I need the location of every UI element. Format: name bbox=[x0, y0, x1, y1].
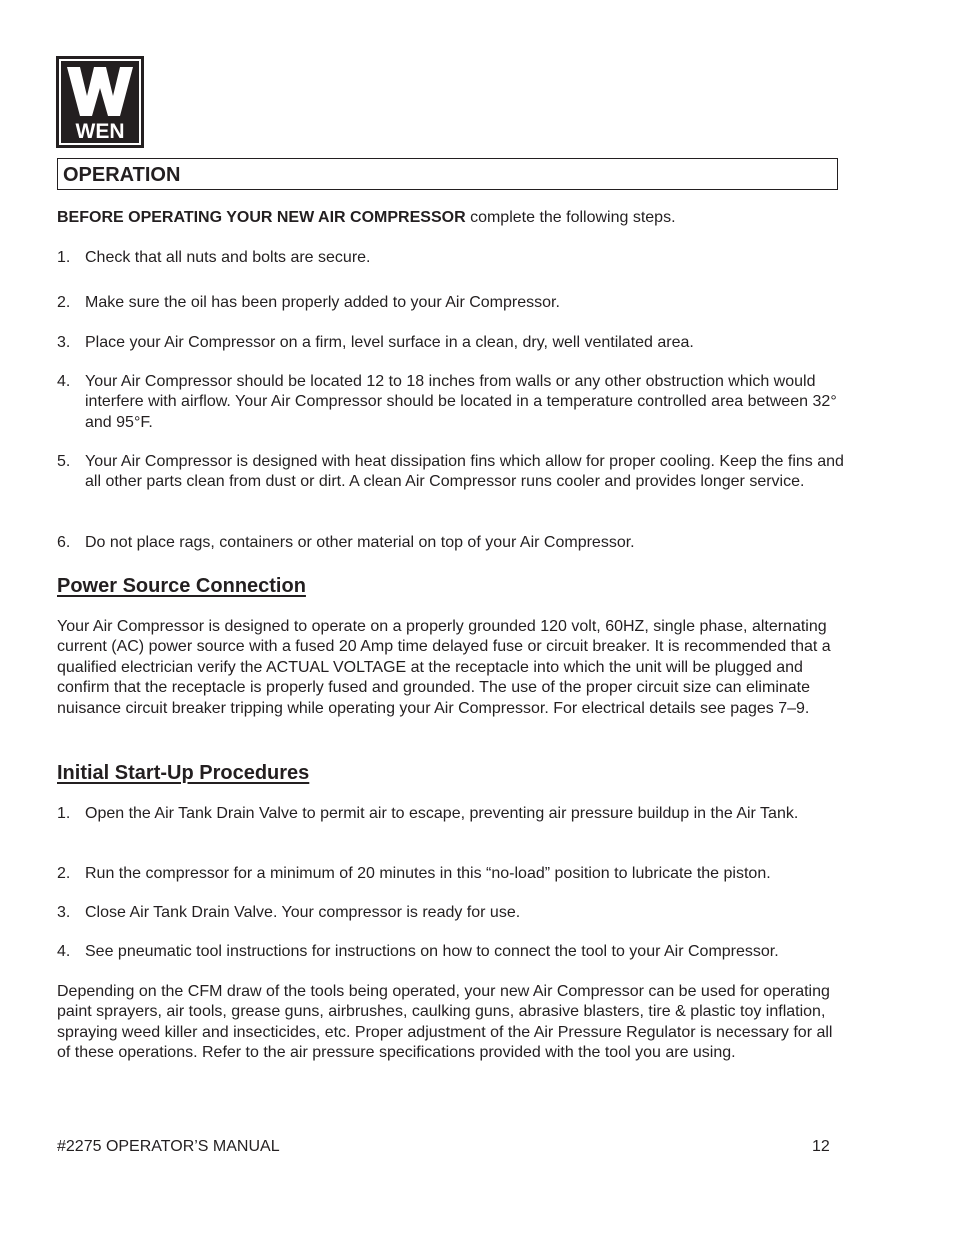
list-item bbox=[57, 804, 847, 824]
list-item bbox=[57, 903, 847, 923]
section-title: OPERATION bbox=[63, 164, 181, 186]
list-item bbox=[57, 372, 847, 433]
list-text: Open the Air Tank Drain Valve to permit air to escape, preventing air pressure buildup in the Air Tank. bbox=[85, 805, 799, 822]
power-paragraph: Your Air Compressor is designed to operate on a properly grounded 120 volt, 60HZ, single phase, alternating current (AC) power source with a fused 20 Amp time delayed fuse or circuit breaker. It is recommended that a qualified electrician verify the ACTUAL VOLTAGE at the receptacle into which the unit will be plugged and confirm that the receptacle is properly fused and grounded. The use of the proper circuit size can eliminate nuisance circuit breaker tripping while operating your Air Compressor. For electrical details see pages 7–9. bbox=[57, 618, 831, 717]
list-text: Place your Air Compressor on a firm, level surface in a clean, dry, well ventilated area. bbox=[85, 334, 694, 351]
list-text: Close Air Tank Drain Valve. Your compressor is ready for use. bbox=[85, 904, 521, 921]
list-number: 2. bbox=[57, 865, 71, 882]
page-number: 12 bbox=[812, 1138, 830, 1155]
list-item bbox=[57, 942, 847, 962]
list-item bbox=[57, 293, 847, 313]
list-number: 5. bbox=[57, 453, 71, 470]
list-item bbox=[57, 333, 847, 353]
section-header bbox=[57, 158, 838, 190]
list-number: 6. bbox=[57, 534, 71, 551]
logo-text: WEN bbox=[75, 120, 125, 143]
power-heading: Power Source Connection bbox=[57, 575, 306, 597]
list-text: See pneumatic tool instructions for instructions on how to connect the tool to your Air Compressor. bbox=[85, 943, 779, 960]
list-item bbox=[57, 533, 847, 553]
intro-line bbox=[57, 208, 676, 228]
list-text: Check that all nuts and bolts are secure. bbox=[85, 249, 371, 266]
list-number: 1. bbox=[57, 249, 71, 266]
list-number: 4. bbox=[57, 373, 71, 390]
list-text: Do not place rags, containers or other material on top of your Air Compressor. bbox=[85, 534, 635, 551]
list-number: 3. bbox=[57, 904, 71, 921]
startup-heading: Initial Start-Up Procedures bbox=[57, 762, 310, 784]
footer-manual: #2275 OPERATOR’S MANUAL bbox=[57, 1138, 280, 1155]
list-number: 4. bbox=[57, 943, 71, 960]
startup-paragraph: Depending on the CFM draw of the tools being operated, your new Air Compressor can be used for operating paint sprayers, air tools, grease guns, airbrushes, caulking guns, abrasive blasters, tire & plastic toy inflation, spraying weed killer and insecticides, etc. Proper adjustment of the Air Pressure Regulator is necessary for all of these operations. Refer to the air pressure specifications provided with the tool you are using. bbox=[57, 983, 833, 1062]
list-number: 3. bbox=[57, 334, 71, 351]
list-text: Run the compressor for a minimum of 20 minutes in this “no-load” position to lubricate the piston. bbox=[85, 865, 771, 882]
intro-rest: complete the following steps. bbox=[465, 209, 676, 226]
list-item bbox=[57, 248, 847, 268]
list-item bbox=[57, 452, 847, 493]
list-number: 1. bbox=[57, 805, 71, 822]
list-text: Your Air Compressor should be located 12 to 18 inches from walls or any other obstruction which would interfere with airflow. Your Air Compressor should be located in a temperature controlled area between 32° and 95°F. bbox=[85, 373, 837, 431]
list-number: 2. bbox=[57, 294, 71, 311]
list-text: Make sure the oil has been properly added to your Air Compressor. bbox=[85, 294, 560, 311]
wen-logo-icon bbox=[56, 56, 144, 148]
intro-bold: BEFORE OPERATING YOUR NEW AIR COMPRESSOR bbox=[57, 209, 466, 226]
list-item bbox=[57, 864, 847, 884]
list-text: Your Air Compressor is designed with heat dissipation fins which allow for proper cooling. Keep the fins and all other parts clean from dust or dirt. A clean Air Compressor runs cooler and provides longer service. bbox=[85, 453, 844, 491]
